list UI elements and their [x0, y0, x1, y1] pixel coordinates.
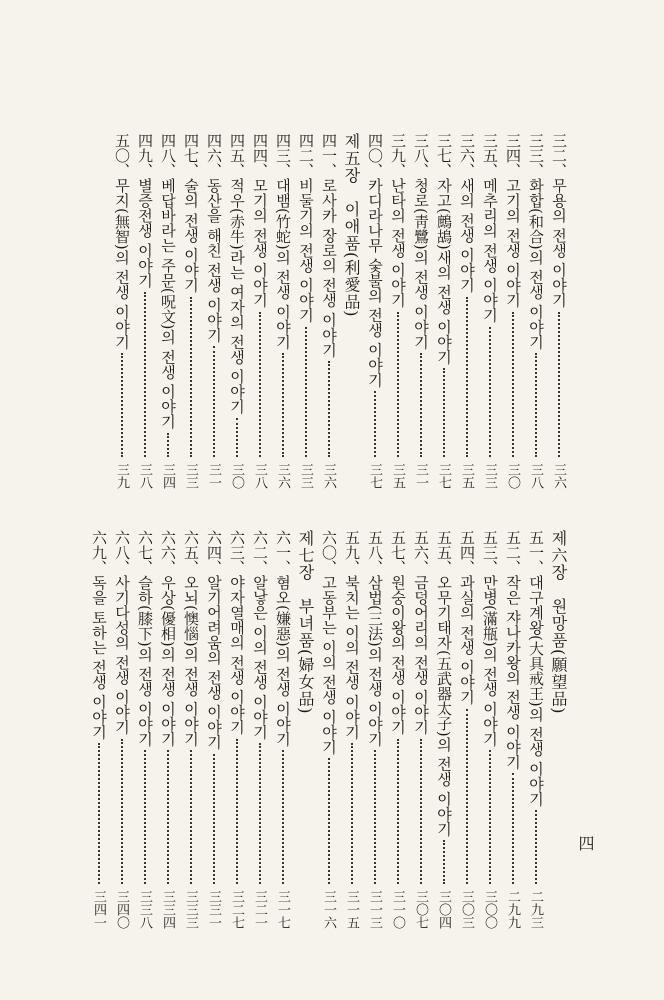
entry-page-number: 三四一: [91, 890, 106, 929]
entry-number: 五四、: [458, 530, 476, 575]
toc-entry: [156, 530, 179, 930]
entry-number: 五七、: [389, 530, 407, 575]
chapter-heading: [340, 133, 363, 493]
entry-title: 카디라나무 숯불의 전생 이야기: [366, 178, 384, 388]
toc-entry: [409, 530, 432, 930]
entry-number: 三三、: [527, 133, 545, 178]
entry-title: 슬하(膝下)의 전생 이야기: [136, 575, 154, 747]
entry-title: 대뱀(竹蛇)의 전생 이야기: [274, 178, 292, 350]
entry-page-number: 三五: [390, 463, 405, 489]
entry-number: 四九、: [136, 133, 154, 178]
entry-page-number: 三二一: [252, 890, 267, 929]
entry-page-number: 三〇〇: [482, 890, 497, 929]
entry-number: 五八、: [366, 530, 384, 575]
entry-title: 화합(和合)의 전생 이야기: [527, 178, 545, 350]
dot-leader: [213, 754, 215, 884]
entry-title: 혐오(嫌惡)의 전생 이야기: [274, 575, 292, 747]
entry-title: 오뇌(懊惱)의 전생 이야기: [182, 575, 200, 747]
entry-page-number: 三〇四: [436, 890, 451, 929]
chapter-heading: [547, 530, 570, 930]
toc-entry: [547, 133, 570, 493]
entry-number: 五〇、: [113, 133, 131, 178]
entry-page-number: 三八: [252, 463, 267, 489]
entry-title: 독을 토하는 전생 이야기: [90, 575, 108, 740]
entry-title: 금덩어리의 전생 이야기: [412, 575, 430, 735]
entry-title: 알기어려움의 전생 이야기: [205, 575, 223, 750]
dot-leader: [443, 840, 445, 884]
entry-number: 四三、: [274, 133, 292, 178]
dot-leader: [512, 312, 514, 457]
toc-entry: [133, 133, 156, 493]
entry-page-number: 三一三: [367, 890, 382, 929]
toc-entry: [524, 133, 547, 493]
entry-number: 六六、: [159, 530, 177, 575]
dot-leader: [190, 297, 192, 457]
dot-leader: [305, 327, 307, 457]
entry-number: 三六、: [458, 133, 476, 178]
dot-leader: [213, 346, 215, 457]
entry-number: 三二、: [550, 133, 568, 178]
entry-page-number: 三一: [413, 463, 428, 489]
toc-entry: [386, 133, 409, 493]
dot-leader: [420, 739, 422, 884]
entry-page-number: 二九九: [505, 890, 520, 929]
entry-number: 三七、: [435, 133, 453, 178]
entry-number: 五一、: [527, 530, 545, 575]
entry-title: 난타의 전생 이야기: [389, 178, 407, 308]
toc-top-columns: [110, 133, 570, 493]
entry-page-number: 二九三: [528, 890, 543, 929]
entry-page-number: 三〇七: [413, 890, 428, 929]
dot-leader: [98, 743, 100, 884]
toc-entry: [363, 133, 386, 493]
toc-entry: [271, 133, 294, 493]
dot-leader: [167, 433, 169, 457]
entry-page-number: 三三: [298, 463, 313, 489]
entry-title: 로사카 장로의 전생 이야기: [320, 178, 338, 358]
dot-leader: [489, 750, 491, 884]
toc-entry: [363, 530, 386, 930]
dot-leader: [512, 773, 514, 884]
entry-number: 六二、: [251, 530, 269, 575]
entry-number: 四一、: [320, 133, 338, 178]
entry-page-number: 三四: [160, 463, 175, 489]
dot-leader: [282, 353, 284, 457]
toc-entry: [432, 133, 455, 493]
toc-entry: [409, 133, 432, 493]
toc-entry: [317, 133, 340, 493]
toc-entry: [432, 530, 455, 930]
toc-entry: [248, 133, 271, 493]
toc-entry: [225, 530, 248, 930]
entry-title: 무용의 전생 이야기: [550, 178, 568, 308]
entry-number: 六九、: [90, 530, 108, 575]
entry-page-number: 三四〇: [114, 890, 129, 929]
entry-title: 과실의 전생 이야기: [458, 575, 476, 705]
toc-entry: [501, 133, 524, 493]
toc-bottom-section: [0, 500, 664, 1000]
entry-page-number: 三一六: [321, 890, 336, 929]
entry-number: 五九、: [343, 530, 361, 575]
entry-title: 북치는 이의 전생 이야기: [343, 575, 361, 740]
toc-entry: [478, 530, 501, 930]
entry-title: 자고(鷓鴣)새의 전생 이야기: [435, 178, 453, 365]
entry-title: 고동부는 이의 전생 이야기: [320, 575, 338, 755]
entry-title: 우상(優相)의 전생 이야기: [159, 575, 177, 747]
entry-number: 六五、: [182, 530, 200, 575]
entry-page-number: 三三一: [206, 890, 221, 929]
dot-leader: [167, 750, 169, 884]
entry-page-number: 三三八: [137, 890, 152, 929]
entry-page-number: 三八: [137, 463, 152, 489]
entry-page-number: 三二七: [229, 890, 244, 929]
entry-number: 四四、: [251, 133, 269, 178]
toc-entry: [455, 530, 478, 930]
entry-number: 三四、: [504, 133, 522, 178]
entry-page-number: 三〇: [229, 463, 244, 489]
entry-title: 원숭이왕의 전생 이야기: [389, 575, 407, 735]
toc-entry: [225, 133, 248, 493]
dot-leader: [351, 743, 353, 884]
dot-leader: [558, 312, 560, 457]
dot-leader: [236, 739, 238, 884]
entry-title: 비둘기의 전생 이야기: [297, 178, 315, 323]
dot-leader: [328, 758, 330, 884]
entry-title: 별증전생 이야기: [136, 178, 154, 288]
entry-page-number: 三一七: [275, 890, 290, 929]
entry-title: 만병(滿甁)의 전생 이야기: [481, 575, 499, 747]
dot-leader: [236, 418, 238, 457]
toc-entry: [501, 530, 524, 930]
entry-number: 五五、: [435, 530, 453, 575]
dot-leader: [374, 391, 376, 457]
entry-number: 六三、: [228, 530, 246, 575]
dot-leader: [535, 810, 537, 884]
toc-entry: [202, 133, 225, 493]
dot-leader: [282, 750, 284, 884]
entry-title: 동산을 해친 전생 이야기: [205, 178, 223, 343]
dot-leader: [190, 750, 192, 884]
entry-title: 알낳은 이의 전생 이야기: [251, 575, 269, 740]
toc-entry: [87, 530, 110, 930]
entry-number: 五三、: [481, 530, 499, 575]
entry-page-number: 三一〇: [390, 890, 405, 929]
dot-leader: [466, 297, 468, 457]
entry-title: 술의 전생 이야기: [182, 178, 200, 293]
entry-title: 모기의 전생 이야기: [251, 178, 269, 308]
dot-leader: [420, 353, 422, 457]
toc-entry: [317, 530, 340, 930]
entry-title: 무지(無智)의 전생 이야기: [113, 178, 131, 350]
toc-entry: [179, 133, 202, 493]
chapter-title: 제五장 이애품(利愛品): [342, 133, 361, 318]
toc-entry: [455, 133, 478, 493]
entry-number: 三九、: [389, 133, 407, 178]
chapter-title: 제六장 원망품(願望品): [549, 530, 568, 715]
entry-number: 五二、: [504, 530, 522, 575]
dot-leader: [144, 750, 146, 884]
dot-leader: [489, 327, 491, 457]
entry-page-number: 三〇: [505, 463, 520, 489]
entry-page-number: 三六: [551, 463, 566, 489]
dot-leader: [121, 739, 123, 884]
entry-page-number: 三九: [114, 463, 129, 489]
chapter-heading: [294, 530, 317, 930]
entry-number: 六八、: [113, 530, 131, 575]
entry-number: 五六、: [412, 530, 430, 575]
entry-number: 四五、: [228, 133, 246, 178]
entry-number: 六一、: [274, 530, 292, 575]
toc-entry: [179, 530, 202, 930]
entry-title: 오무기태자(五武器太子)의 전생 이야기: [435, 575, 453, 837]
entry-page-number: 三六: [275, 463, 290, 489]
entry-page-number: 三七: [367, 463, 382, 489]
entry-number: 四〇、: [366, 133, 384, 178]
entry-title: 새의 전생 이야기: [458, 178, 476, 293]
entry-number: 三五、: [481, 133, 499, 178]
dot-leader: [397, 739, 399, 884]
entry-number: 三八、: [412, 133, 430, 178]
entry-page-number: 三三三: [183, 890, 198, 929]
entry-number: 六四、: [205, 530, 223, 575]
dot-leader: [144, 292, 146, 457]
toc-entry: [156, 133, 179, 493]
entry-title: 베답바라는 주문(呪文)의 전생 이야기: [159, 178, 177, 430]
dot-leader: [443, 368, 445, 457]
entry-title: 사기다성의 전생 이야기: [113, 575, 131, 735]
toc-entry: [386, 530, 409, 930]
chapter-title: 제七장 부녀품(婦女品): [296, 530, 315, 715]
entry-page-number: 三〇三: [459, 890, 474, 929]
page-number: 四: [576, 835, 595, 851]
toc-entry: [248, 530, 271, 930]
entry-page-number: 三八: [528, 463, 543, 489]
entry-title: 삼법(三法)의 전생 이야기: [366, 575, 384, 747]
entry-title: 야자열매의 전생 이야기: [228, 575, 246, 735]
dot-leader: [259, 312, 261, 457]
toc-entry: [294, 133, 317, 493]
dot-leader: [328, 361, 330, 457]
entry-page-number: 三五: [459, 463, 474, 489]
entry-title: 청로(靑鷺)의 전생 이야기: [412, 178, 430, 350]
entry-page-number: 三七: [436, 463, 451, 489]
dot-leader: [397, 312, 399, 457]
toc-entry: [478, 133, 501, 493]
dot-leader: [374, 750, 376, 884]
entry-page-number: 三三: [183, 463, 198, 489]
entry-number: 四六、: [205, 133, 223, 178]
dot-leader: [466, 709, 468, 884]
toc-entry: [133, 530, 156, 930]
entry-number: 六〇、: [320, 530, 338, 575]
entry-number: 四二、: [297, 133, 315, 178]
toc-entry: [110, 133, 133, 493]
entry-title: 대구계왕(大具戒王)의 전생 이야기: [527, 575, 545, 807]
entry-page-number: 三三: [482, 463, 497, 489]
toc-entry: [110, 530, 133, 930]
entry-title: 적우(赤牛)라는 여자의 전생 이야기: [228, 178, 246, 415]
dot-leader: [259, 743, 261, 884]
toc-entry: [202, 530, 225, 930]
entry-page-number: 三三四: [160, 890, 175, 929]
entry-number: 四八、: [159, 133, 177, 178]
dot-leader: [121, 353, 123, 457]
entry-title: 작은 쟈나카왕의 전생 이야기: [504, 575, 522, 770]
toc-bottom-columns: [87, 530, 570, 930]
toc-entry: [524, 530, 547, 930]
toc-entry: [271, 530, 294, 930]
entry-title: 고기의 전생 이야기: [504, 178, 522, 308]
entry-title: 메추리의 전생 이야기: [481, 178, 499, 323]
entry-page-number: 三六: [321, 463, 336, 489]
entry-page-number: 三一: [206, 463, 221, 489]
entry-page-number: 三一五: [344, 890, 359, 929]
dot-leader: [535, 353, 537, 457]
toc-entry: [340, 530, 363, 930]
entry-number: 四七、: [182, 133, 200, 178]
entry-number: 六七、: [136, 530, 154, 575]
